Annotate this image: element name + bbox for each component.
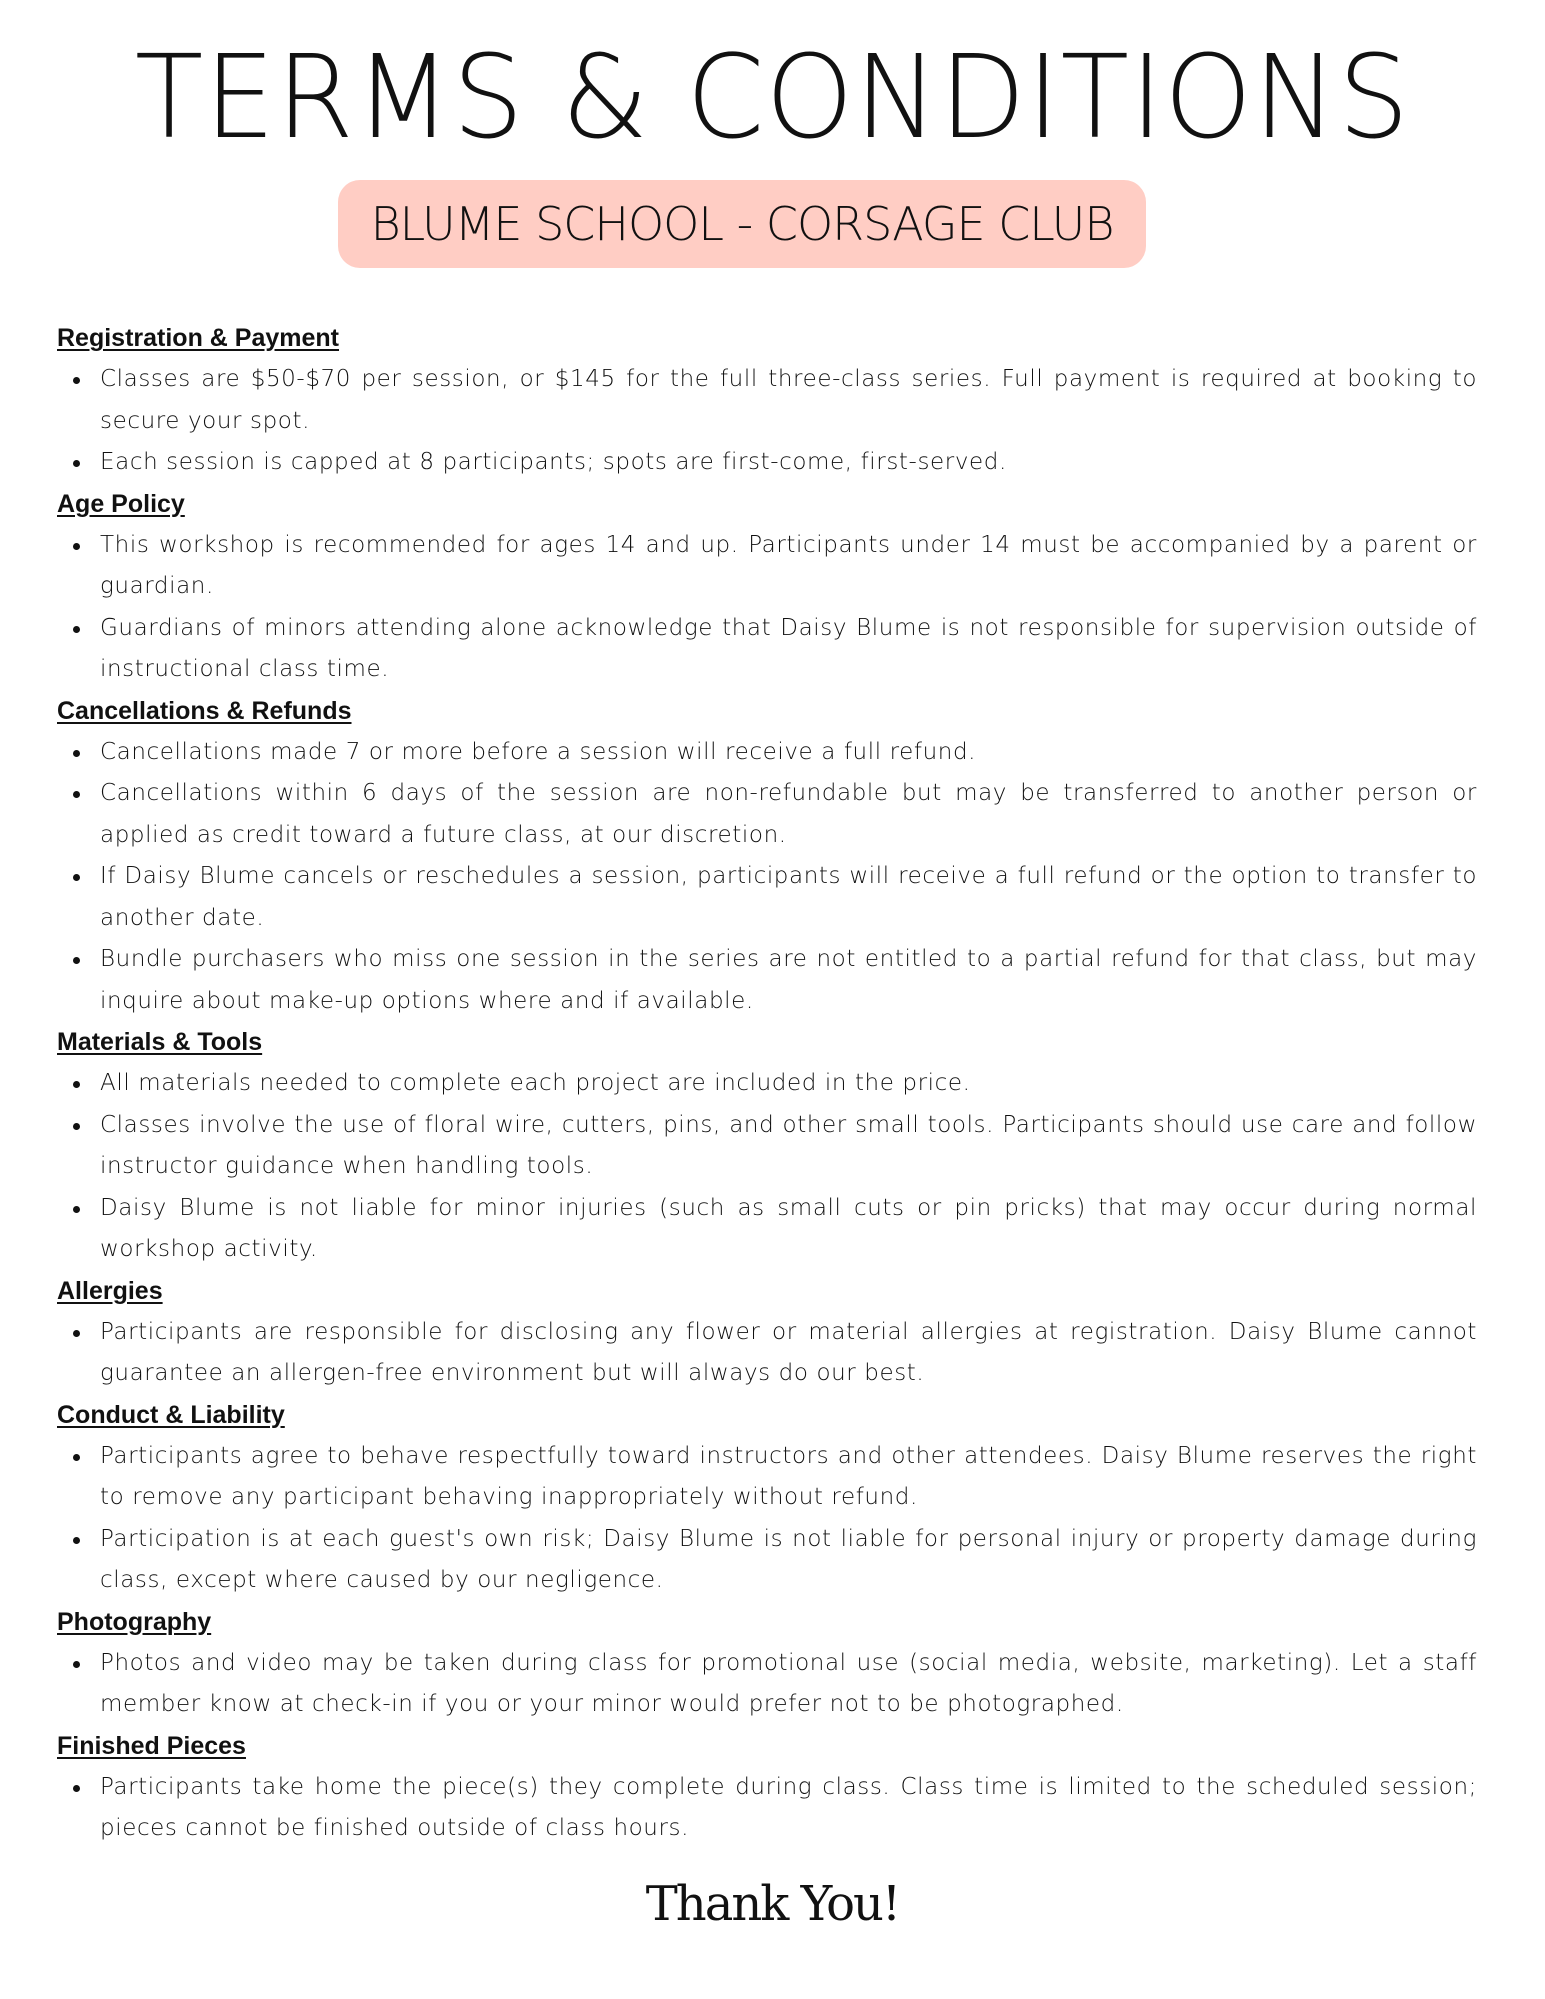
list-item: Photos and video may be taken during class for promotional use (social media, website, marketing). Let a staff member know at check-in if you or your minor would prefer not to be photographed. — [57, 1643, 1477, 1726]
section-heading: Finished Pieces — [57, 1731, 246, 1760]
section-item-list — [57, 525, 1477, 691]
page-title: TERMS & CONDITIONS — [134, 31, 1411, 165]
section-heading: Conduct & Liability — [57, 1400, 285, 1429]
list-item: Cancellations within 6 days of the session are non-refundable but may be transferred to another person or applied as credit toward a future class, at our discretion. — [57, 773, 1477, 856]
list-item: Participants take home the piece(s) they complete during class. Class time is limited to the scheduled session; pieces cannot be finished outside of class hours. — [57, 1767, 1477, 1850]
list-item: Participants agree to behave respectfully toward instructors and other attendees. Daisy Blume reserves the right to remove any participant behaving inappropriately without refund. — [57, 1436, 1477, 1519]
terms-section — [57, 1271, 1477, 1395]
list-item: Classes involve the use of floral wire, cutters, pins, and other small tools. Participants should use care and follow instructor guidance when handling tools. — [57, 1105, 1477, 1188]
section-heading: Cancellations & Refunds — [57, 696, 352, 725]
section-item-list — [57, 1312, 1477, 1395]
list-item: Participants are responsible for disclosing any flower or material allergies at registration. Daisy Blume cannot guarantee an allergen-free environment but will always do our best. — [57, 1312, 1477, 1395]
list-item: Guardians of minors attending alone acknowledge that Daisy Blume is not responsible for supervision outside of instructional class time. — [57, 608, 1477, 691]
subtitle-text: BLUME SCHOOL - CORSAGE CLUB — [370, 197, 1114, 251]
terms-section — [57, 691, 1477, 1023]
terms-section — [57, 1602, 1477, 1726]
section-heading: Registration & Payment — [57, 324, 340, 352]
section-item-list — [57, 1436, 1477, 1602]
list-item: Classes are $50-$70 per session, or $145 for the full three-class series. Full payment is required at booking to secure your spot. — [57, 359, 1477, 442]
terms-section — [57, 1395, 1477, 1602]
list-item: Participation is at each guest's own risk; Daisy Blume is not liable for personal injury or property damage during class, except where caused by our negligence. — [57, 1519, 1477, 1602]
closing-text: Thank You! — [645, 1876, 900, 1932]
terms-section — [57, 1726, 1477, 1850]
list-item: If Daisy Blume cancels or reschedules a session, participants will receive a full refund or the option to transfer to another date. — [57, 856, 1477, 939]
section-heading: Age Policy — [57, 489, 185, 518]
section-heading: Materials & Tools — [57, 1028, 263, 1056]
terms-section — [57, 1022, 1477, 1271]
list-item: All materials needed to complete each project are included in the price. — [57, 1063, 1477, 1105]
list-item: Cancellations made 7 or more before a session will receive a full refund. — [57, 732, 1477, 774]
section-item-list — [57, 1643, 1477, 1726]
list-item: Each session is capped at 8 participants; spots are first-come, first-served. — [57, 442, 1477, 484]
section-heading: Allergies — [57, 1276, 163, 1305]
terms-content — [57, 318, 1477, 1850]
terms-section — [57, 318, 1477, 484]
section-item-list — [57, 732, 1477, 1023]
subtitle-banner — [338, 180, 1146, 268]
list-item: Daisy Blume is not liable for minor injuries (such as small cuts or pin pricks) that may occur during normal workshop activity. — [57, 1188, 1477, 1271]
section-item-list — [57, 359, 1477, 484]
list-item: This workshop is recommended for ages 14 and up. Participants under 14 must be accompanied by a parent or guardian. — [57, 525, 1477, 608]
section-heading: Photography — [57, 1607, 212, 1636]
terms-section — [57, 484, 1477, 691]
section-item-list — [57, 1767, 1477, 1850]
section-item-list — [57, 1063, 1477, 1271]
list-item: Bundle purchasers who miss one session in the series are not entitled to a partial refund for that class, but may inquire about make-up options where and if available. — [57, 939, 1477, 1022]
